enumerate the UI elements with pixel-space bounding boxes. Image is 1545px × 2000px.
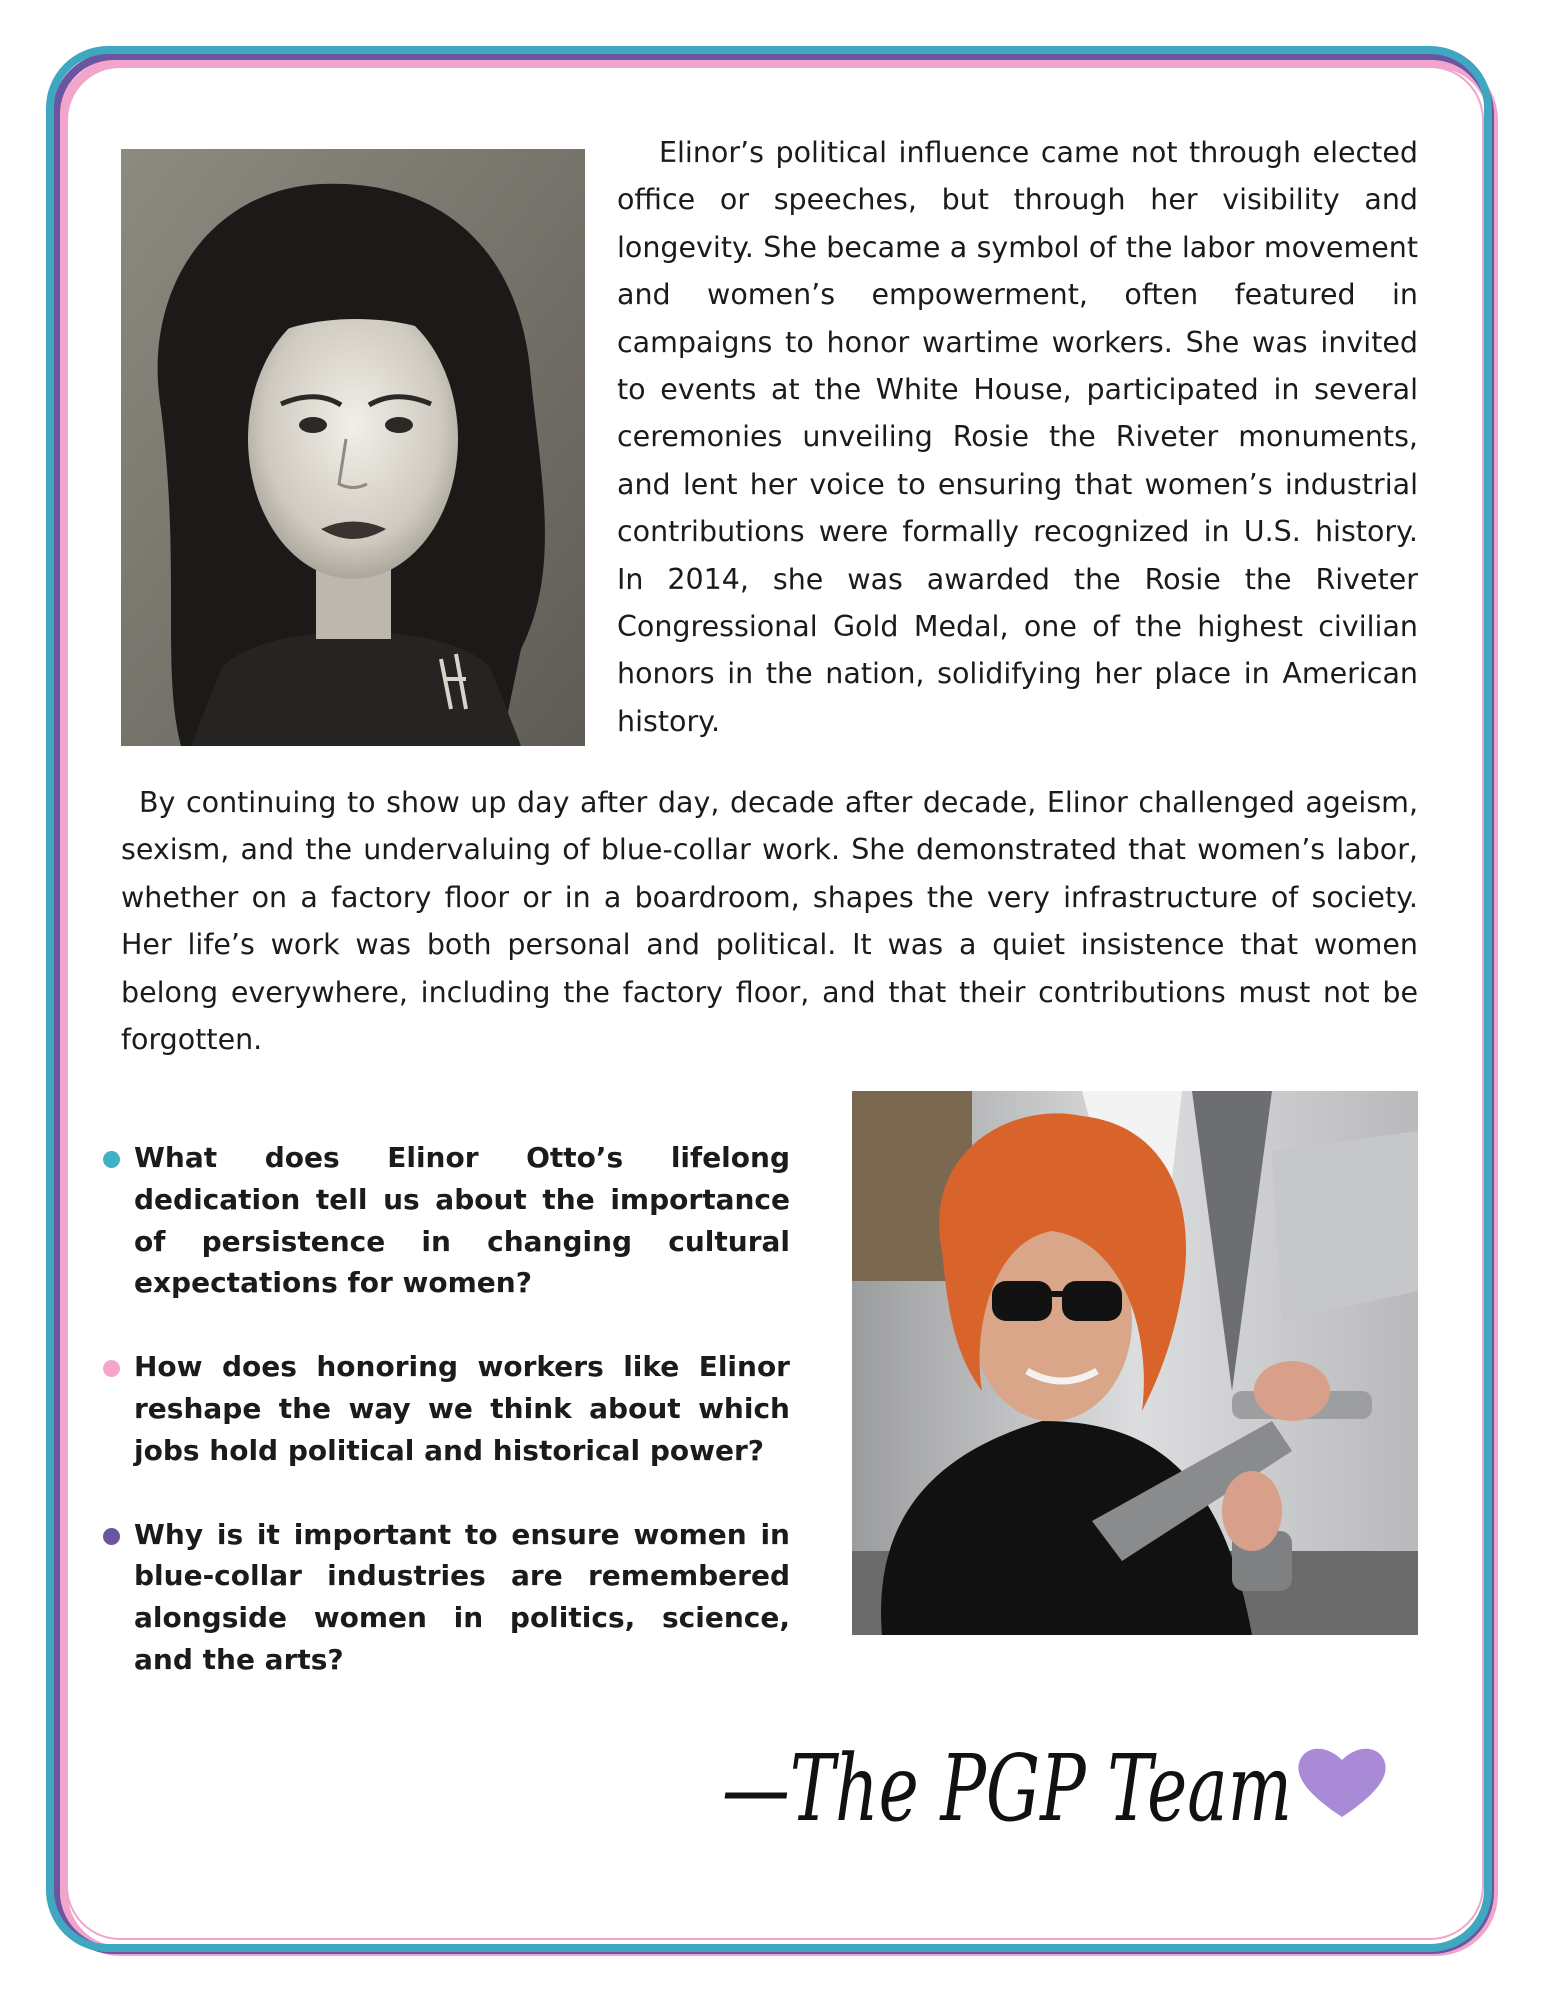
rivet-gun-photo — [852, 1091, 1418, 1635]
question-item — [103, 1346, 790, 1471]
question-item — [103, 1514, 790, 1681]
heart-icon — [1298, 1749, 1385, 1817]
question-text: How does honoring workers like Elinor reshape the way we think about which jobs hold political and historical power? — [134, 1350, 790, 1467]
teal-bullet-icon — [103, 1151, 120, 1168]
vintage-portrait-photo — [121, 149, 585, 746]
purple-bullet-icon — [103, 1528, 120, 1545]
paragraph-legacy: By continuing to show up day after day, decade after decade, Elinor challenged ageism, sexism, and the undervaluing of blue-collar work. She demonstrated that women’s labor, whether on a factory floor or in a boardroom, shapes the very infrastructure of society. Her life’s work was both personal and political. It was a quiet insistence that women belong everywhere, including the factory floor, and that their contributions must not be forgotten. — [121, 786, 1418, 1057]
pink-bullet-icon — [103, 1360, 120, 1377]
team-signature — [722, 1702, 1382, 1872]
signature-text: —The PGP Team — [722, 1735, 1292, 1842]
discussion-questions — [103, 1137, 790, 1723]
question-text: What does Elinor Otto’s lifelong dedication tell us about the importance of persistence in changing cultural expectations for women? — [134, 1141, 790, 1300]
question-text: Why is it important to ensure women in blue-collar industries are remembered alongside women in politics, science, and the arts? — [134, 1517, 790, 1676]
question-item — [103, 1137, 790, 1304]
paragraph-political-influence: Elinor’s political influence came not through elected office or speeches, but through her visibility and longevity. She became a symbol of the labor movement and women’s empowerment, often featured in campaigns to honor wartime workers. She was invited to events at the White House, participated in several ceremonies unveiling Rosie the Riveter monuments, and lent her voice to ensuring that women’s industrial contributions were formally recognized in U.S. history. In 2014, she was awarded the Rosie the Riveter Congressional Gold Medal, one of the highest civilian honors in the nation, solidifying her place in American history. — [617, 136, 1418, 738]
